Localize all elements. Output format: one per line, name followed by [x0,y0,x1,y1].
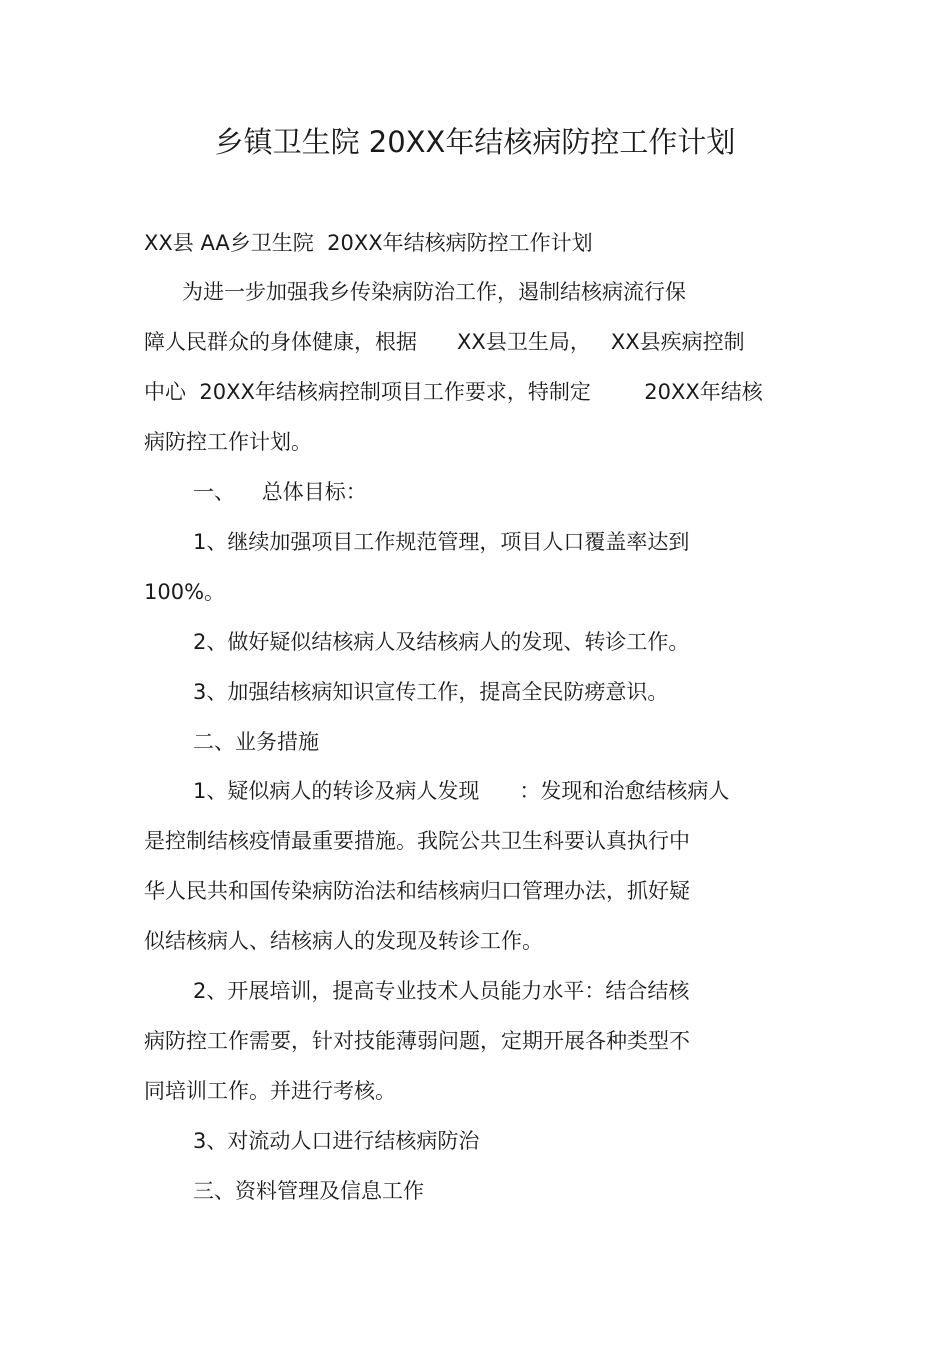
section-heading: 一、 总体目标： [193,480,367,504]
paragraph-line: 1、继续加强项目工作规范管理，项目人口覆盖率达到 [193,530,690,554]
paragraph-line: 是控制结核疫情最重要措施。我院公共卫生科要认真执行中 [144,829,690,853]
paragraph-line: 100%。 [144,580,226,604]
paragraph-line: 华人民共和国传染病防治法和结核病归口管理办法，抓好疑 [144,879,690,903]
paragraph-line: 中心 20XX年结核病控制项目工作要求，特制定 20XX年结核 [144,380,763,404]
paragraph-line: 障人民群众的身体健康，根据 XX县卫生局， XX县疾病控制 [144,330,745,354]
paragraph-line: 为进一步加强我乡传染病防治工作，遏制结核病流行保 [182,280,686,304]
paragraph-line: 病防控工作计划。 [144,430,312,454]
section-heading: 二、业务措施 [193,730,319,754]
paragraph-line: 2、开展培训，提高专业技术人员能力水平：结合结核 [193,979,690,1003]
section-heading: 三、资料管理及信息工作 [193,1179,424,1203]
document-subtitle: XX县 AA乡卫生院 20XX年结核病防控工作计划 [144,231,593,255]
document-title: 乡镇卫生院 20XX年结核病防控工作计划 [214,125,736,159]
paragraph-line: 病防控工作需要，针对技能薄弱问题，定期开展各种类型不 [144,1029,690,1053]
paragraph-line: 3、对流动人口进行结核病防治 [193,1129,480,1153]
paragraph-line: 3、加强结核病知识宣传工作，提高全民防痨意识。 [193,680,669,704]
paragraph-line: 1、疑似病人的转诊及病人发现 ：发现和治愈结核病人 [193,779,730,803]
paragraph-line: 同培训工作。并进行考核。 [144,1079,396,1103]
paragraph-line: 2、做好疑似结核病人及结核病人的发现、转诊工作。 [193,630,690,654]
paragraph-line: 似结核病人、结核病人的发现及转诊工作。 [144,929,543,953]
